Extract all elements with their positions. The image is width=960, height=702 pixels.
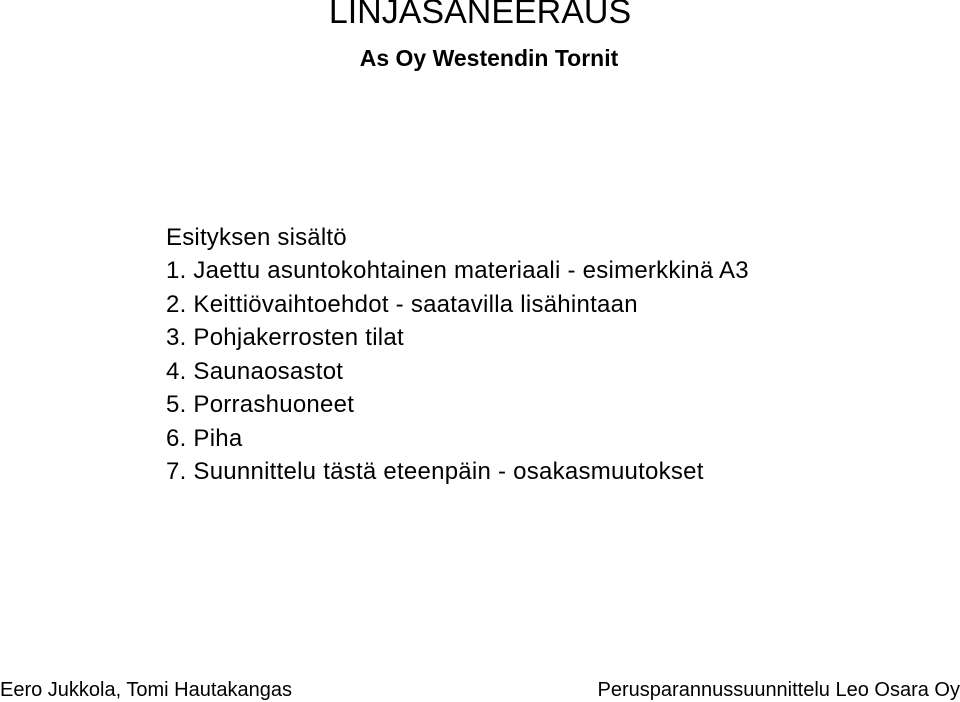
footer-authors: Eero Jukkola, Tomi Hautakangas [0, 679, 293, 701]
contents-item-4: 4. Saunaosastot [166, 357, 344, 385]
page-title: LINJASANEERAUS [328, 0, 632, 31]
contents-item-1: 1. Jaettu asuntokohtainen materiaali - esimerkkinä A3 [166, 257, 749, 284]
contents-section [166, 222, 749, 489]
contents-item-7: 7. Suunnittelu tästä eteenpäin - osakasmuutokset [166, 458, 704, 485]
footer-company: Perusparannussuunnittelu Leo Osara Oy [597, 679, 960, 701]
contents-item-2: 2. Keittiövaihtoehdot - saatavilla lisähintaan [166, 290, 638, 318]
contents-item-3: 3. Pohjakerrosten tilat [166, 324, 404, 351]
page-subtitle: As Oy Westendin Tornit [359, 45, 619, 71]
contents-item-6: 6. Piha [166, 424, 243, 452]
contents-item-5: 5. Porrashuoneet [166, 391, 355, 418]
contents-heading: Esityksen sisältö [166, 224, 347, 251]
